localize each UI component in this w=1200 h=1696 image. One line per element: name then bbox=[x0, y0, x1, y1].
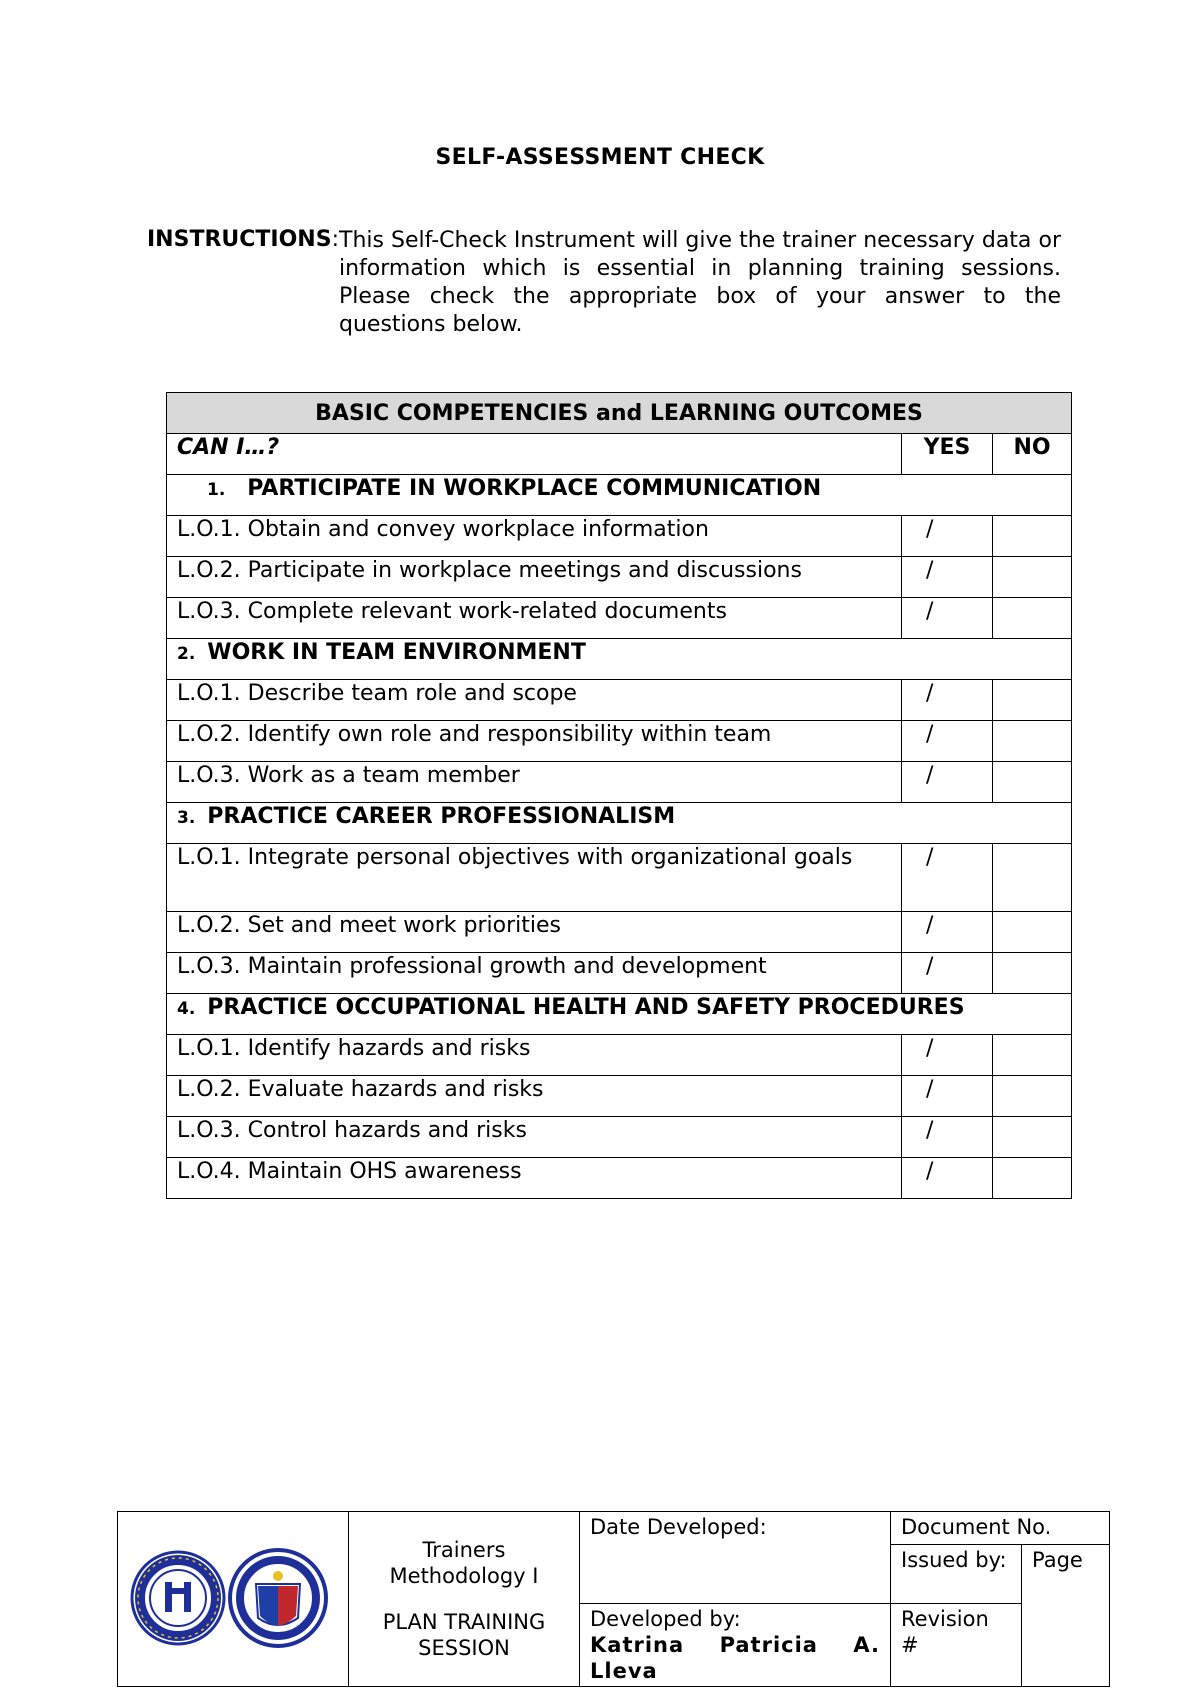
learning-outcome-text: L.O.2. Set and meet work priorities bbox=[167, 912, 902, 953]
learning-outcome-text: L.O.3. Control hazards and risks bbox=[167, 1117, 902, 1158]
table-header-row bbox=[167, 393, 1072, 434]
learning-outcome-row bbox=[167, 598, 1072, 639]
learning-outcome-row bbox=[167, 1076, 1072, 1117]
learning-outcome-row bbox=[167, 912, 1072, 953]
revision-label: Revision # bbox=[901, 1607, 989, 1657]
section-title bbox=[167, 475, 1072, 516]
no-checkbox[interactable] bbox=[993, 557, 1072, 598]
learning-outcome-row bbox=[167, 1117, 1072, 1158]
section-title bbox=[167, 994, 1072, 1035]
no-checkbox[interactable] bbox=[993, 1076, 1072, 1117]
tesda-logo bbox=[132, 1552, 224, 1644]
yes-checkbox[interactable]: / bbox=[902, 721, 993, 762]
learning-outcome-row bbox=[167, 680, 1072, 721]
date-developed-label: Date Developed: bbox=[590, 1515, 767, 1539]
learning-outcome-text: L.O.1. Describe team role and scope bbox=[167, 680, 902, 721]
instructions-label: INSTRUCTIONS: bbox=[147, 227, 339, 252]
section-title-text: PRACTICE OCCUPATIONAL HEALTH AND SAFETY PROCEDURES bbox=[207, 995, 965, 1020]
document-no-cell bbox=[891, 1512, 1110, 1545]
yes-checkbox[interactable]: / bbox=[902, 762, 993, 803]
yes-checkbox[interactable]: / bbox=[902, 1158, 993, 1199]
learning-outcome-text: L.O.3. Work as a team member bbox=[167, 762, 902, 803]
revision-cell bbox=[891, 1604, 1022, 1687]
learning-outcome-text: L.O.1. Integrate personal objectives with organizational goals bbox=[167, 844, 902, 912]
page-cell bbox=[1022, 1545, 1110, 1687]
no-checkbox[interactable] bbox=[993, 953, 1072, 994]
course-cell bbox=[349, 1512, 580, 1687]
section-title-text: PARTICIPATE IN WORKPLACE COMMUNICATION bbox=[247, 476, 822, 501]
footer-logos bbox=[118, 1512, 349, 1687]
learning-outcome-text: L.O.4. Maintain OHS awareness bbox=[167, 1158, 902, 1199]
no-column-header: NO bbox=[993, 434, 1072, 475]
course-title: Trainers Methodology I bbox=[389, 1538, 539, 1588]
no-checkbox[interactable] bbox=[993, 1158, 1072, 1199]
learning-outcome-text: L.O.2. Identify own role and responsibility within team bbox=[167, 721, 902, 762]
section-title bbox=[167, 803, 1072, 844]
yes-checkbox[interactable]: / bbox=[902, 1035, 993, 1076]
learning-outcome-row bbox=[167, 516, 1072, 557]
section-number: 1. bbox=[207, 480, 226, 500]
learning-outcome-row bbox=[167, 762, 1072, 803]
no-checkbox[interactable] bbox=[993, 1035, 1072, 1076]
learning-outcome-text: L.O.1. Obtain and convey workplace information bbox=[167, 516, 902, 557]
no-checkbox[interactable] bbox=[993, 912, 1072, 953]
document-footer bbox=[117, 1511, 1110, 1687]
page-title: SELF-ASSESSMENT CHECK bbox=[435, 145, 765, 170]
no-checkbox[interactable] bbox=[993, 516, 1072, 557]
developer-last-name: Lleva bbox=[590, 1659, 658, 1683]
developed-by-cell bbox=[580, 1604, 891, 1687]
school-seal bbox=[230, 1550, 326, 1646]
no-checkbox[interactable] bbox=[993, 598, 1072, 639]
page-label: Page bbox=[1032, 1548, 1083, 1572]
learning-outcome-row bbox=[167, 1035, 1072, 1076]
issued-by-label: Issued by: bbox=[901, 1548, 1007, 1572]
learning-outcome-row bbox=[167, 844, 1072, 912]
developed-by-label: Developed by: bbox=[590, 1607, 741, 1631]
section-number: 4. bbox=[177, 999, 196, 1019]
table-header: BASIC COMPETENCIES and LEARNING OUTCOMES bbox=[167, 393, 1072, 434]
no-checkbox[interactable] bbox=[993, 680, 1072, 721]
instructions-text: This Self-Check Instrument will give the trainer necessary data or information which is essential in planning training sessions. Please check the appropriate box of your answer to the questions below. bbox=[339, 228, 1061, 337]
learning-outcome-text: L.O.1. Identify hazards and risks bbox=[167, 1035, 902, 1076]
section-row bbox=[167, 994, 1072, 1035]
logo-images bbox=[128, 1536, 338, 1656]
document-no-label: Document No. bbox=[901, 1515, 1052, 1539]
learning-outcome-row bbox=[167, 953, 1072, 994]
yes-checkbox[interactable]: / bbox=[902, 516, 993, 557]
section-title bbox=[167, 639, 1072, 680]
yes-column-header: YES bbox=[902, 434, 993, 475]
yes-checkbox[interactable]: / bbox=[902, 912, 993, 953]
learning-outcome-text: L.O.3. Maintain professional growth and development bbox=[167, 953, 902, 994]
no-checkbox[interactable] bbox=[993, 1117, 1072, 1158]
developer-name: Katrina Patricia A. bbox=[590, 1633, 880, 1657]
section-number: 3. bbox=[177, 808, 196, 828]
section-title-text: PRACTICE CAREER PROFESSIONALISM bbox=[207, 804, 676, 829]
yes-checkbox[interactable]: / bbox=[902, 1076, 993, 1117]
date-developed-cell bbox=[580, 1512, 891, 1604]
learning-outcome-text: L.O.3. Complete relevant work-related documents bbox=[167, 598, 902, 639]
no-checkbox[interactable] bbox=[993, 721, 1072, 762]
learning-outcome-row bbox=[167, 557, 1072, 598]
section-row bbox=[167, 475, 1072, 516]
no-checkbox[interactable] bbox=[993, 844, 1072, 912]
yes-checkbox[interactable]: / bbox=[902, 598, 993, 639]
learning-outcome-row bbox=[167, 1158, 1072, 1199]
yes-checkbox[interactable]: / bbox=[902, 557, 993, 598]
section-row bbox=[167, 803, 1072, 844]
issued-by-cell bbox=[891, 1545, 1022, 1604]
no-checkbox[interactable] bbox=[993, 762, 1072, 803]
section-number: 2. bbox=[177, 644, 196, 664]
yes-checkbox[interactable]: / bbox=[902, 1117, 993, 1158]
module-title: PLAN TRAINING SESSION bbox=[382, 1610, 546, 1660]
yes-checkbox[interactable]: / bbox=[902, 953, 993, 994]
section-row bbox=[167, 639, 1072, 680]
learning-outcome-text: L.O.2. Participate in workplace meetings and discussions bbox=[167, 557, 902, 598]
learning-outcome-row bbox=[167, 721, 1072, 762]
self-check-table bbox=[166, 392, 1072, 1199]
learning-outcome-text: L.O.2. Evaluate hazards and risks bbox=[167, 1076, 902, 1117]
section-title-text: WORK IN TEAM ENVIRONMENT bbox=[207, 640, 586, 665]
yes-checkbox[interactable]: / bbox=[902, 844, 993, 912]
question-label: CAN I…? bbox=[167, 434, 902, 475]
yes-checkbox[interactable]: / bbox=[902, 680, 993, 721]
column-header-row bbox=[167, 434, 1072, 475]
